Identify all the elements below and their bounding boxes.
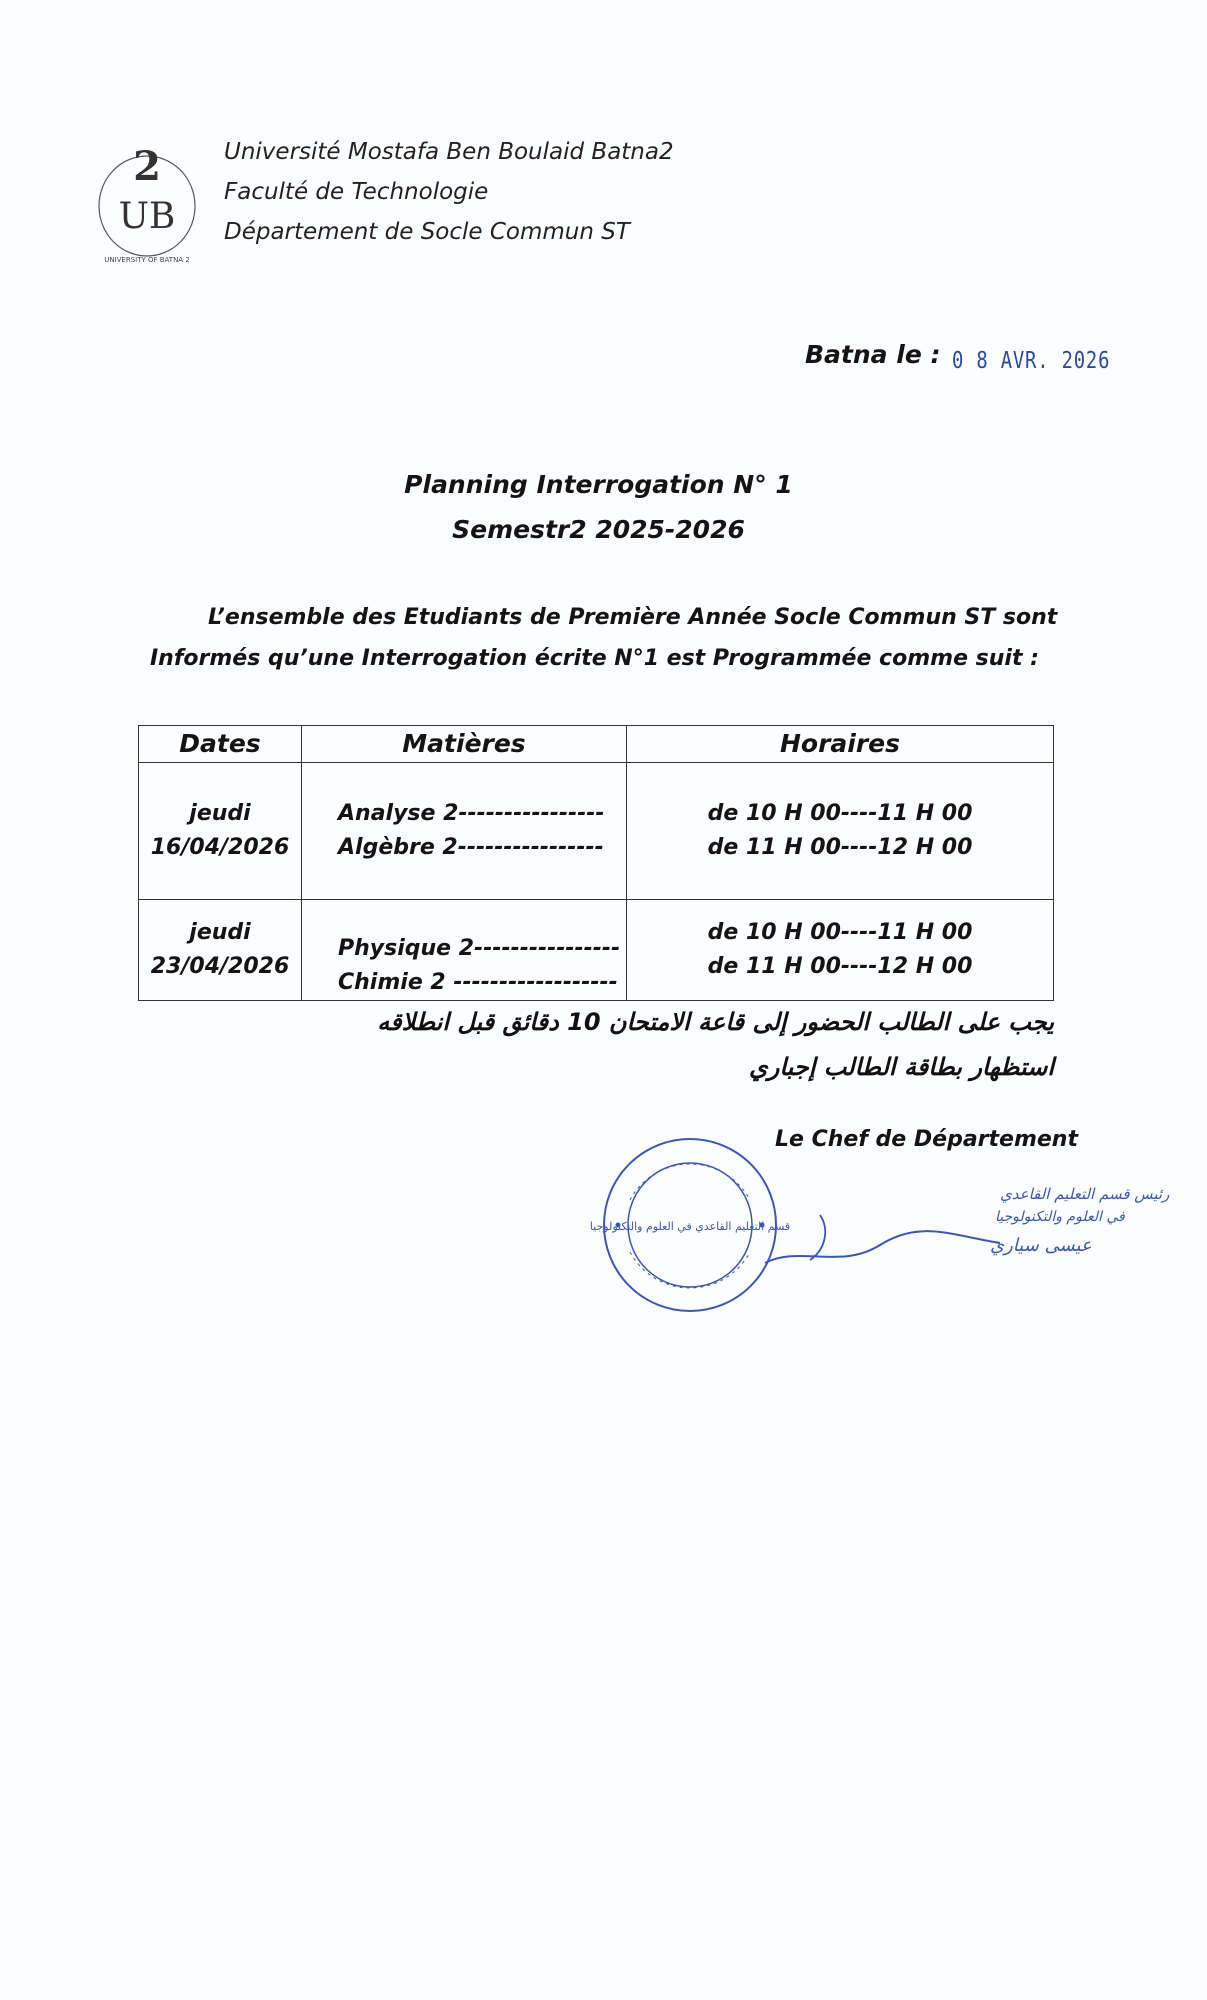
time-text: de 11 H 00----12 H 00 xyxy=(707,954,973,979)
arabic-note-2: استظهار بطاقة الطالب إجباري xyxy=(748,1053,1054,1081)
signature-text-1: رئيس قسم التعليم القاعدي xyxy=(1000,1185,1170,1203)
subject-text: Chimie 2 ------------------ xyxy=(338,970,618,995)
date-cell xyxy=(139,763,302,900)
arabic-note-1: يجب على الطالب الحضور إلى قاعة الامتحان 10 دقائق قبل انطلاقه xyxy=(377,1008,1054,1036)
day-text: jeudi xyxy=(189,920,251,945)
date-cell xyxy=(139,900,302,1001)
intro-line-1: L’ensemble des Etudiants de Première Année Socle Commun ST sont xyxy=(208,605,1058,630)
logo-ring-text: UNIVERSITY OF BATNA 2 xyxy=(104,256,190,264)
header-matieres: Matières xyxy=(302,726,627,763)
faculty-name: Faculté de Technologie xyxy=(224,179,489,205)
day-text: jeudi xyxy=(189,801,251,826)
university-name: Université Mostafa Ben Boulaid Batna2 xyxy=(224,139,674,165)
document-title: Planning Interrogation N° 1 xyxy=(404,470,793,499)
subjects-cell xyxy=(302,763,627,900)
signature-text-2: في العلوم والتكنولوجيا xyxy=(995,1209,1125,1225)
schedule-table xyxy=(138,725,1054,1001)
table-row xyxy=(139,900,1054,1001)
times-cell xyxy=(627,763,1054,900)
document-subtitle: Semestr2 2025-2026 xyxy=(452,515,745,544)
table-header-row xyxy=(139,726,1054,763)
date-label: Batna le : xyxy=(805,340,941,369)
intro-line-2: Informés qu’une Interrogation écrite N°1 est Programmée comme suit : xyxy=(150,646,1039,671)
subjects-cell xyxy=(302,900,627,1001)
times-cell xyxy=(627,900,1054,1001)
time-text: de 10 H 00----11 H 00 xyxy=(707,920,973,945)
time-text: de 11 H 00----12 H 00 xyxy=(707,835,973,860)
signatory-title: Le Chef de Département xyxy=(775,1127,1078,1152)
date-stamp: 0 8 AVR. 2026 xyxy=(952,348,1111,374)
time-text: de 10 H 00----11 H 00 xyxy=(707,801,973,826)
university-logo xyxy=(92,128,202,268)
subject-text: Algèbre 2---------------- xyxy=(338,835,604,860)
stamp-text: قسم التعليم القاعدي في العلوم والتكنولوجيا xyxy=(589,1220,791,1233)
department-stamp xyxy=(589,1130,791,1320)
department-name: Département de Socle Commun ST xyxy=(224,219,630,245)
header-block xyxy=(224,132,674,252)
table-row xyxy=(139,763,1054,900)
logo-number: 2 xyxy=(133,143,161,190)
date-text: 16/04/2026 xyxy=(150,835,290,860)
logo-text: UB xyxy=(118,196,176,237)
signature-name: عيسى سياري xyxy=(990,1235,1092,1256)
subject-text: Physique 2---------------- xyxy=(338,936,621,961)
header-dates: Dates xyxy=(139,726,302,763)
subject-text: Analyse 2---------------- xyxy=(338,801,605,826)
date-text: 23/04/2026 xyxy=(150,954,290,979)
header-horaires: Horaires xyxy=(627,726,1054,763)
signature xyxy=(760,1175,1170,1270)
